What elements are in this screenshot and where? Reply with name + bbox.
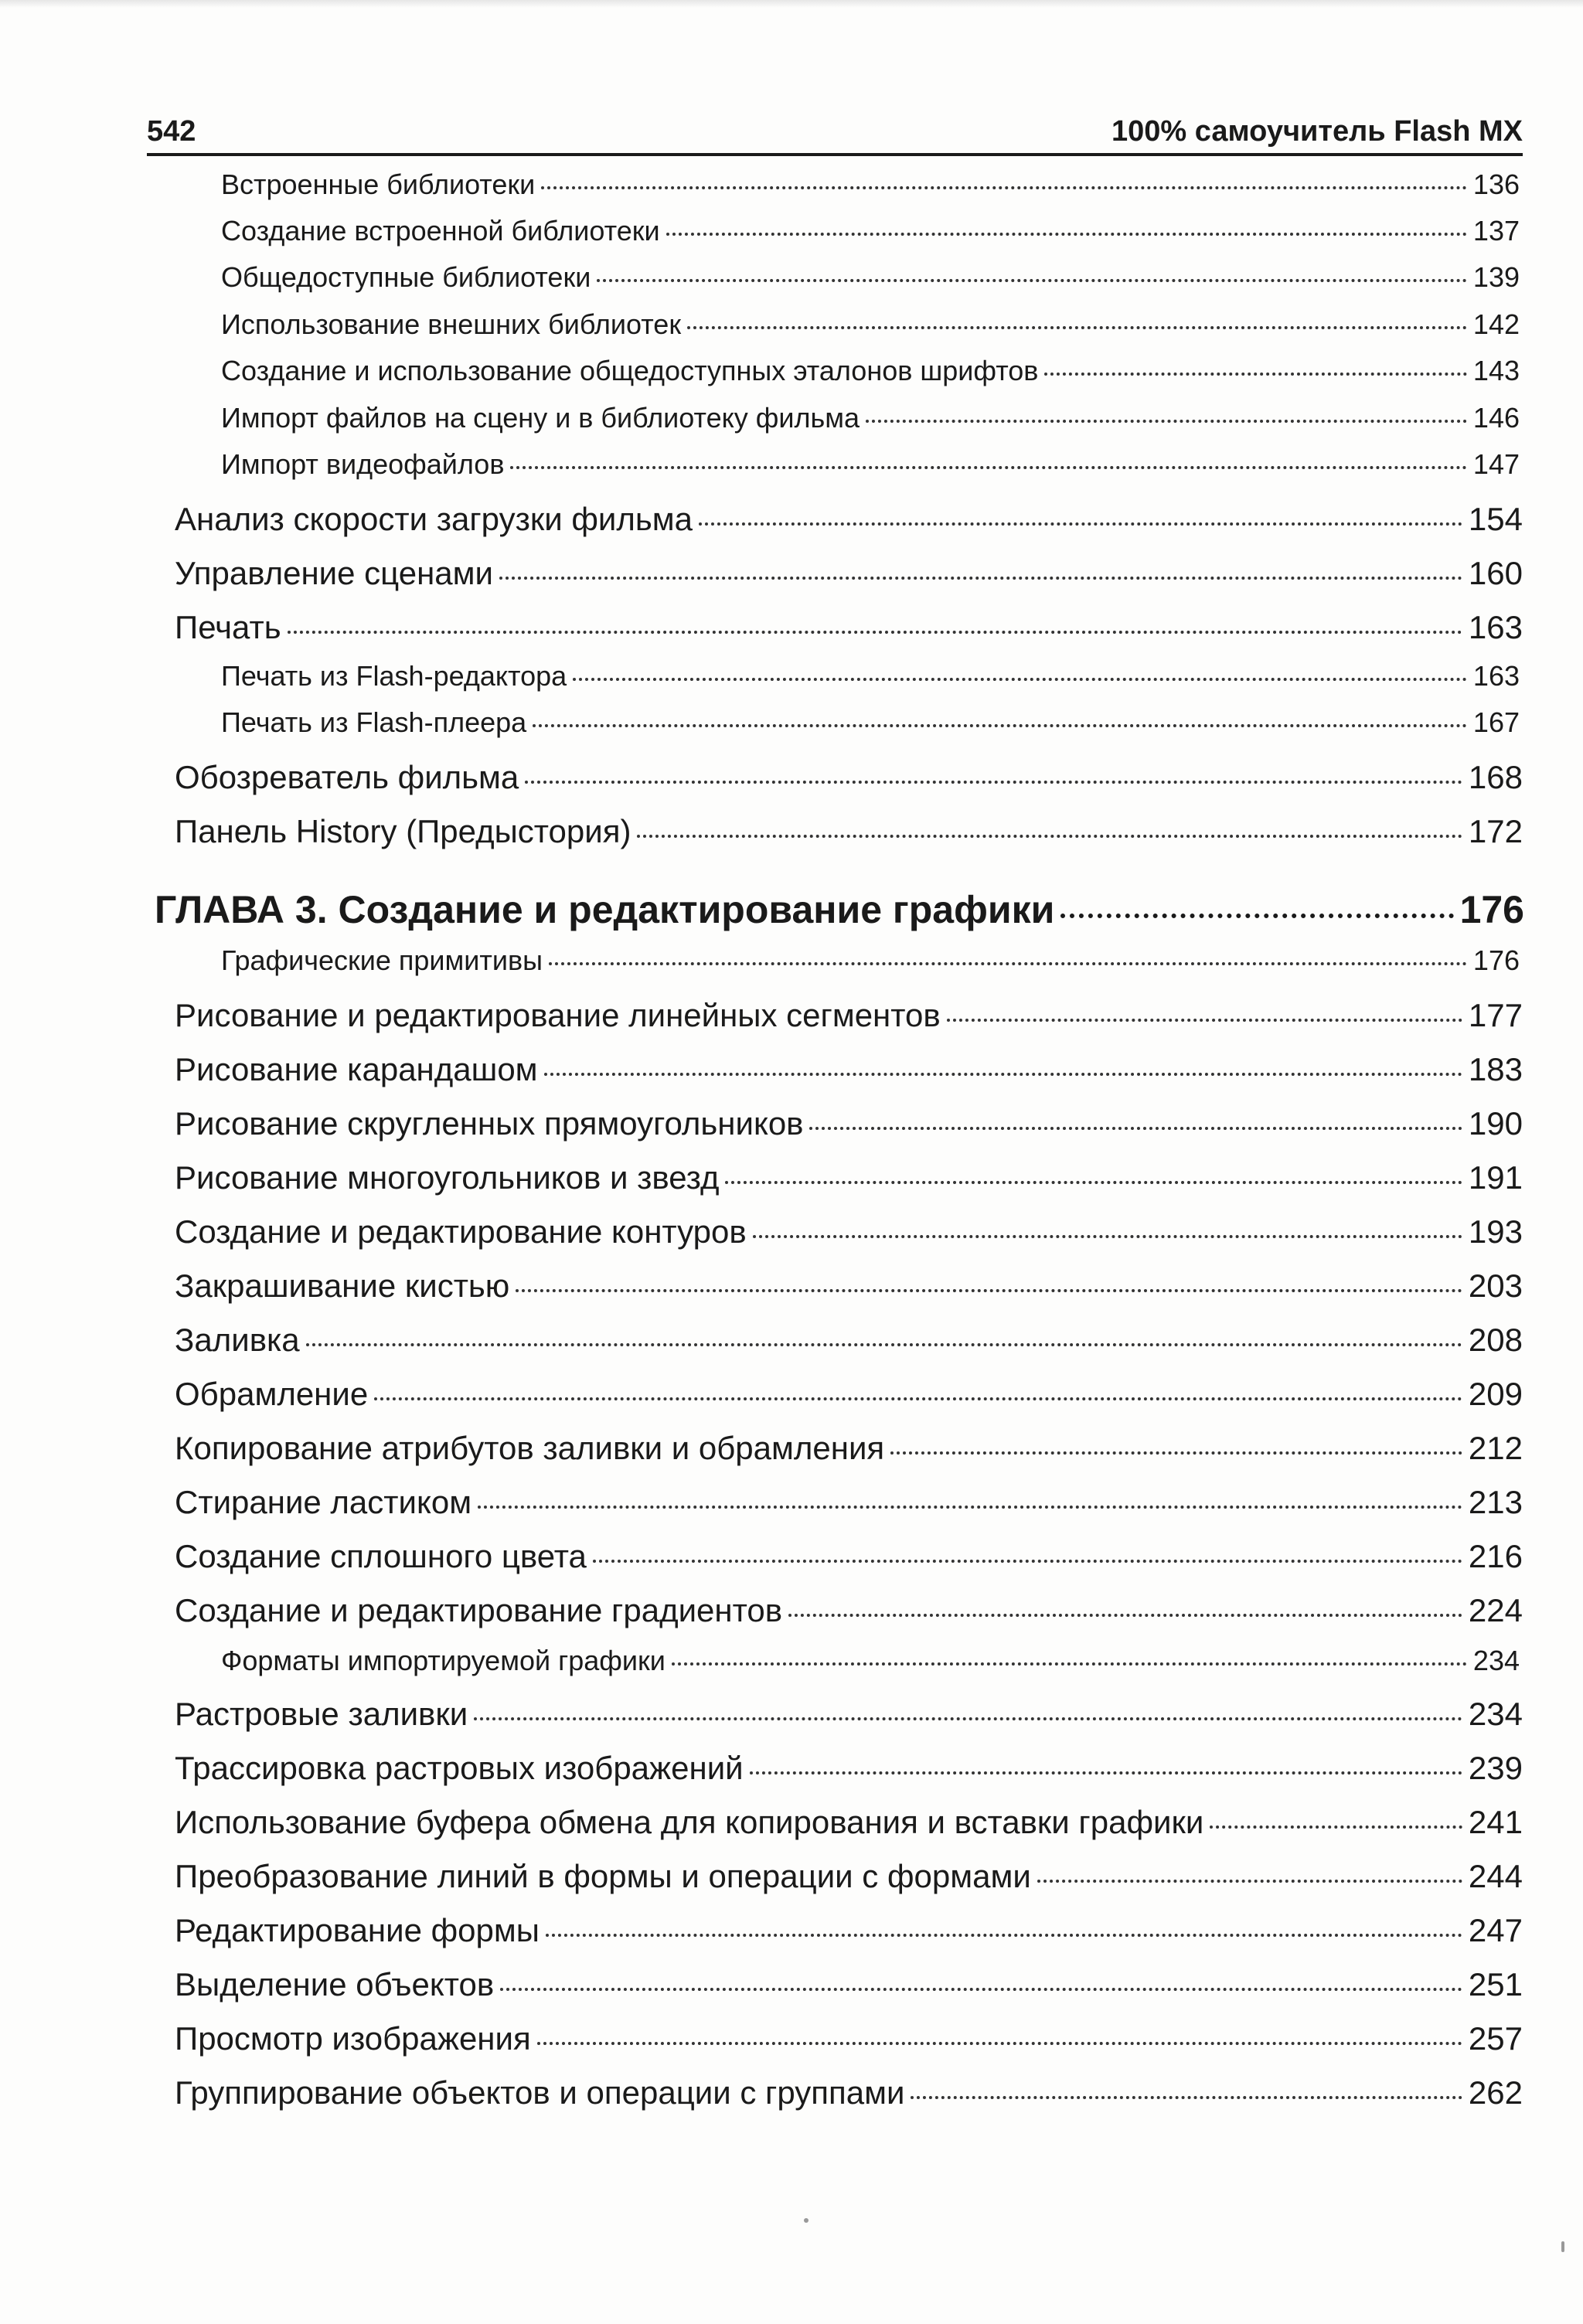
toc-dot-leader [597, 279, 1467, 282]
toc-entry-title: Растровые заливки [175, 1696, 468, 1732]
toc-dot-leader [474, 1717, 1462, 1720]
toc-dot-leader [478, 1506, 1462, 1509]
toc-dot-leader [500, 1988, 1462, 1991]
toc-section-entry [175, 997, 1523, 1040]
toc-dot-leader [306, 1343, 1462, 1346]
toc-entry-page: 176 [1472, 944, 1520, 976]
scan-speck [1561, 2241, 1564, 2252]
toc-entry-page: 209 [1468, 1376, 1523, 1412]
toc-entry-title: Редактирование формы [175, 1912, 540, 1948]
toc-entry-page: 239 [1468, 1750, 1523, 1786]
toc-entry-title: Использование буфера обмена для копирования и вставки графики [175, 1804, 1204, 1840]
toc-entry-title: Рисование и редактирование линейных сегментов [175, 997, 941, 1033]
toc-entry-title: Обрамление [175, 1376, 369, 1412]
toc-entry-title: Встроенные библиотеки [221, 168, 536, 200]
toc-entry-page: 167 [1472, 706, 1520, 738]
toc-dot-leader [809, 1127, 1462, 1130]
scan-edge [0, 0, 1583, 8]
toc-subsection-entry [221, 308, 1520, 347]
toc-dot-leader [537, 2042, 1462, 2045]
toc-dot-leader [637, 835, 1462, 838]
toc-subsection-entry [221, 215, 1520, 253]
toc-entry-page: 208 [1468, 1322, 1523, 1358]
toc-entry-page: 139 [1472, 261, 1520, 293]
toc-dot-leader [499, 577, 1462, 580]
toc-dot-leader [510, 466, 1466, 469]
toc-section-entry [175, 759, 1523, 802]
toc-subsection-entry [221, 1645, 1520, 1683]
toc-section-entry [175, 1750, 1523, 1793]
toc-entry-page: 234 [1468, 1696, 1523, 1732]
toc-chapter-entry [155, 887, 1524, 937]
toc-entry-title: Общедоступные библиотеки [221, 261, 591, 293]
toc-entry-page: 203 [1468, 1267, 1523, 1304]
book-title: 100% самоучитель Flash MX [1112, 115, 1523, 148]
toc-dot-leader [573, 678, 1467, 681]
toc-section-entry [175, 1858, 1523, 1901]
toc-entry-page: 212 [1468, 1430, 1523, 1466]
toc-section-entry [175, 2074, 1523, 2118]
toc-entry-title: Создание встроенной библиотеки [221, 215, 660, 247]
scan-speck [804, 2218, 809, 2223]
toc-entry-title: Создание и использование общедоступных эталонов шрифтов [221, 355, 1039, 386]
toc-entry-page: 193 [1468, 1213, 1523, 1250]
toc-section-entry [175, 501, 1523, 544]
toc-entry-title: Создание и редактирование контуров [175, 1213, 747, 1250]
toc-section-entry [175, 813, 1523, 856]
toc-section-entry [175, 1105, 1523, 1148]
toc-entry-page: 251 [1468, 1966, 1523, 2002]
toc-section-entry [175, 555, 1523, 598]
toc-section-entry [175, 1213, 1523, 1257]
toc-subsection-entry [221, 168, 1520, 207]
toc-section-entry [175, 1696, 1523, 1739]
toc-dot-leader [725, 1181, 1462, 1184]
toc-section-entry [175, 1592, 1523, 1635]
toc-dot-leader [1210, 1826, 1462, 1829]
toc-entry-page: 154 [1468, 501, 1523, 537]
toc-entry-title: Группирование объектов и операции с группами [175, 2074, 905, 2111]
toc-entry-page: 172 [1468, 813, 1523, 849]
toc-section-entry [175, 1430, 1523, 1473]
toc-entry-title: Рисование многоугольников и звезд [175, 1159, 720, 1196]
toc-entry-title: Печать [175, 609, 281, 645]
toc-subsection-entry [221, 448, 1520, 487]
toc-dot-leader [1044, 373, 1466, 376]
toc-entry-page: 163 [1468, 609, 1523, 645]
toc-entry-page: 191 [1468, 1159, 1523, 1196]
toc-section-entry [175, 1159, 1523, 1203]
toc-entry-page: 147 [1472, 448, 1520, 480]
toc-entry-page: 160 [1468, 555, 1523, 591]
toc-entry-title: ГЛАВА 3. Создание и редактирование графики [155, 888, 1055, 931]
toc-dot-leader [288, 631, 1462, 634]
toc-entry-page: 177 [1468, 997, 1523, 1033]
toc-entry-title: Печать из Flash-редактора [221, 660, 567, 692]
toc-dot-leader [753, 1235, 1462, 1238]
toc-entry-title: Создание сплошного цвета [175, 1538, 587, 1574]
toc-entry-page: 190 [1468, 1105, 1523, 1142]
toc-entry-title: Форматы импортируемой графики [221, 1645, 666, 1676]
toc-dot-leader [533, 724, 1467, 727]
toc-subsection-entry [221, 355, 1520, 393]
toc-dot-leader [947, 1019, 1462, 1022]
toc-subsection-entry [221, 944, 1520, 983]
toc-section-entry [175, 1051, 1523, 1094]
toc-entry-title: Печать из Flash-плеера [221, 706, 527, 738]
toc-entry-title: Просмотр изображения [175, 2020, 531, 2057]
toc-entry-page: 213 [1468, 1484, 1523, 1520]
toc-entry-title: Закрашивание кистью [175, 1267, 510, 1304]
toc-section-entry [175, 1538, 1523, 1581]
toc-entry-page: 176 [1459, 888, 1524, 931]
toc-entry-title: Трассировка растровых изображений [175, 1750, 744, 1786]
toc-entry-page: 216 [1468, 1538, 1523, 1574]
toc-subsection-entry [221, 706, 1520, 745]
toc-dot-leader [525, 781, 1462, 784]
toc-entry-title: Анализ скорости загрузки фильма [175, 501, 693, 537]
toc-entry-title: Преобразование линий в формы и операции с формами [175, 1858, 1031, 1894]
toc-entry-title: Копирование атрибутов заливки и обрамления [175, 1430, 885, 1466]
toc-dot-leader [1037, 1880, 1462, 1883]
toc-entry-page: 262 [1468, 2074, 1523, 2111]
toc-dot-leader [666, 233, 1467, 236]
toc-subsection-entry [221, 402, 1520, 441]
toc-section-entry [175, 1376, 1523, 1419]
toc-entry-page: 146 [1472, 402, 1520, 434]
toc-dot-leader [687, 326, 1467, 329]
toc-dot-leader [374, 1397, 1462, 1400]
toc-section-entry [175, 1912, 1523, 1955]
toc-entry-title: Создание и редактирование градиентов [175, 1592, 783, 1628]
toc-section-entry [175, 1804, 1523, 1847]
toc-entry-title: Рисование карандашом [175, 1051, 538, 1087]
toc-dot-leader [1060, 914, 1453, 918]
toc-dot-leader [788, 1614, 1462, 1617]
toc-dot-leader [750, 1771, 1462, 1774]
toc-entry-page: 183 [1468, 1051, 1523, 1087]
toc-dot-leader [672, 1662, 1467, 1666]
toc-dot-leader [546, 1934, 1462, 1937]
toc-entry-title: Управление сценами [175, 555, 493, 591]
toc-section-entry [175, 1484, 1523, 1527]
toc-subsection-entry [221, 261, 1520, 300]
toc-entry-page: 247 [1468, 1912, 1523, 1948]
toc-section-entry [175, 609, 1523, 652]
toc-dot-leader [593, 1560, 1462, 1563]
toc-entry-title: Панель History (Предыстория) [175, 813, 631, 849]
toc-dot-leader [911, 2096, 1462, 2099]
toc-section-entry [175, 1966, 1523, 2009]
toc-entry-page: 168 [1468, 759, 1523, 795]
toc-entry-title: Графические примитивы [221, 944, 543, 976]
toc-entry-title: Стирание ластиком [175, 1484, 472, 1520]
toc-entry-title: Импорт видеофайлов [221, 448, 505, 480]
toc-subsection-entry [221, 660, 1520, 699]
toc-dot-leader [549, 962, 1467, 965]
toc-entry-page: 136 [1472, 168, 1520, 200]
toc-section-entry [175, 2020, 1523, 2064]
toc-entry-title: Использование внешних библиотек [221, 308, 682, 340]
toc-section-entry [175, 1267, 1523, 1311]
toc-entry-page: 224 [1468, 1592, 1523, 1628]
toc-dot-leader [541, 186, 1467, 189]
toc-entry-page: 244 [1468, 1858, 1523, 1894]
toc-entry-page: 143 [1472, 355, 1520, 386]
toc-entry-page: 142 [1472, 308, 1520, 340]
toc-entry-title: Заливка [175, 1322, 300, 1358]
toc-dot-leader [516, 1289, 1462, 1292]
toc-entry-page: 257 [1468, 2020, 1523, 2057]
toc-dot-leader [866, 420, 1467, 423]
toc-entry-page: 241 [1468, 1804, 1523, 1840]
toc-entry-title: Выделение объектов [175, 1966, 495, 2002]
toc-entry-page: 234 [1472, 1645, 1520, 1676]
toc-section-entry [175, 1322, 1523, 1365]
toc-entry-title: Импорт файлов на сцену и в библиотеку фильма [221, 402, 860, 434]
page-header [147, 102, 1523, 156]
toc-entry-title: Обозреватель фильма [175, 759, 519, 795]
toc-dot-leader [544, 1073, 1462, 1076]
toc-dot-leader [699, 522, 1462, 526]
toc-entry-page: 163 [1472, 660, 1520, 692]
page-number: 542 [147, 115, 196, 148]
toc-entry-title: Рисование скругленных прямоугольников [175, 1105, 804, 1142]
toc-entry-page: 137 [1472, 215, 1520, 247]
toc-dot-leader [890, 1451, 1462, 1455]
